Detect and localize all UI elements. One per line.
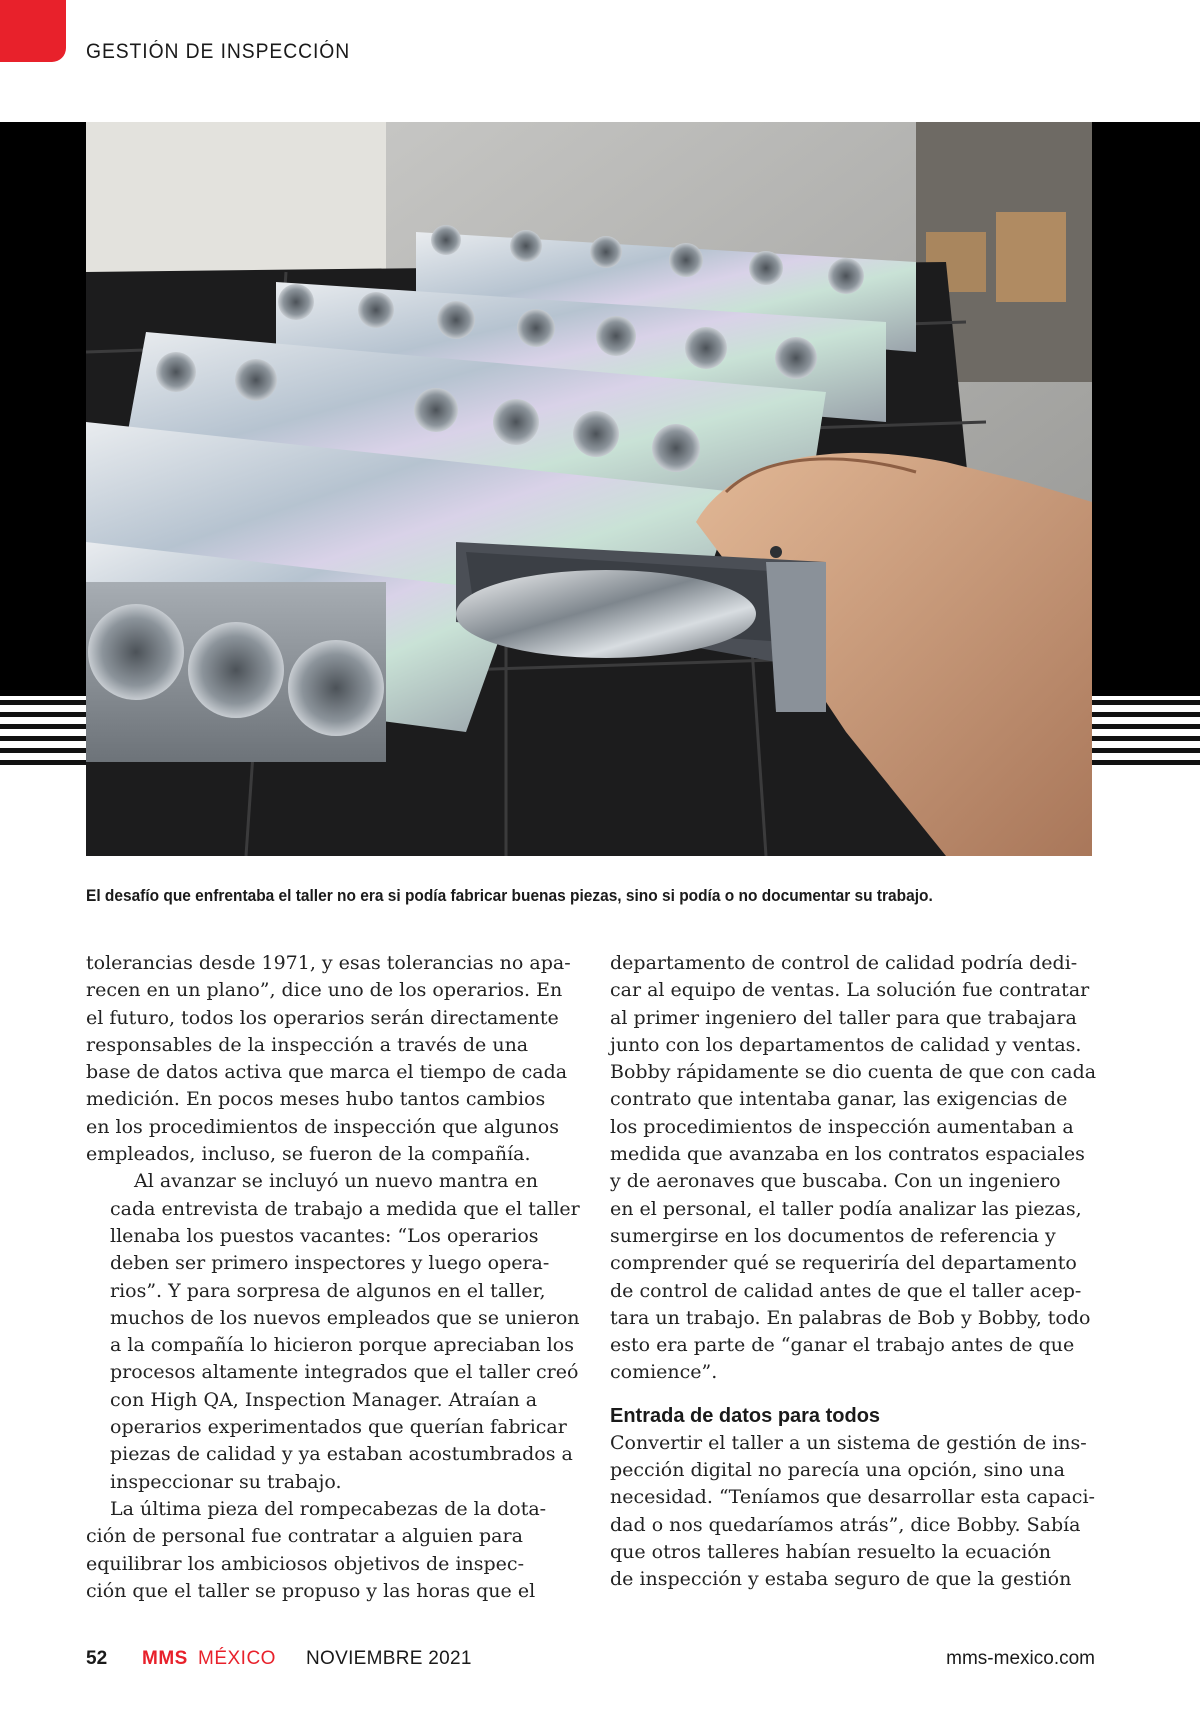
- text-line: esto era parte de “ganar el trabajo antes de que: [610, 1334, 1075, 1357]
- text-line: de control de calidad antes de que el taller acep-: [610, 1279, 1082, 1302]
- text-line: ción de personal fue contratar a alguien para: [86, 1525, 523, 1548]
- text-line: departamento de control de calidad podría dedi-: [610, 952, 1078, 974]
- text-line: y de aeronaves que buscaba. Con un ingeniero: [610, 1170, 1061, 1193]
- text-line: tolerancias desde 1971, y esas tolerancias no apa-: [86, 952, 571, 974]
- text-line: Bobby rápidamente se dio cuenta de que con cada: [610, 1061, 1097, 1084]
- text-line: llenaba los puestos vacantes: “Los operarios: [110, 1224, 539, 1247]
- text-line: inspeccionar su trabajo.: [110, 1470, 342, 1493]
- text-line: responsables de la inspección a través de una: [86, 1033, 529, 1056]
- text-line: en los procedimientos de inspección que algunos: [86, 1115, 559, 1138]
- article-photo: [86, 122, 1092, 856]
- decorative-stripes-left: [0, 700, 86, 772]
- photo-caption: El desafío que enfrentaba el taller no era si podía fabricar buenas piezas, sino si podía o no documentar su trabajo.: [86, 886, 933, 905]
- text-line: comprender qué se requeriría del departamento: [610, 1252, 1077, 1275]
- text-line: contrato que intentaba ganar, las exigencias de: [610, 1088, 1068, 1111]
- magazine-brand: MMS: [142, 1648, 188, 1669]
- text-line: al primer ingeniero del taller para que trabajara: [610, 1006, 1077, 1029]
- article-column-left: [86, 950, 591, 1605]
- text-line: que otros talleres habían resuelto la ecuación: [610, 1540, 1051, 1563]
- text-line: pección digital no parecía una opción, sino una: [610, 1459, 1065, 1482]
- text-line: sumergirse en los documentos de referencia y: [610, 1224, 1056, 1247]
- magazine-brand-region: MÉXICO: [198, 1648, 276, 1669]
- paragraph: [610, 1430, 1115, 1594]
- text-line: deben ser primero inspectores y luego opera-: [110, 1252, 550, 1275]
- text-line: Al avanzar se incluyó un nuevo mantra en: [134, 1170, 539, 1193]
- text-line: equilibrar los ambiciosos objetivos de inspec-: [86, 1552, 524, 1575]
- text-line: con High QA, Inspection Manager. Atraían a: [110, 1388, 538, 1411]
- text-line: junto con los departamentos de calidad y ventas.: [610, 1033, 1082, 1056]
- text-line: de inspección y estaba seguro de que la gestión: [610, 1568, 1072, 1591]
- text-line: procesos altamente integrados que el taller creó: [110, 1361, 579, 1384]
- text-line: los procedimientos de inspección aumentaban a: [610, 1115, 1074, 1138]
- text-line: tara un trabajo. En palabras de Bob y Bobby, todo: [610, 1306, 1091, 1329]
- page-footer: [86, 1648, 1095, 1678]
- section-subheading: Entrada de datos para todos: [610, 1404, 881, 1427]
- article-column-right: [610, 950, 1115, 1594]
- issue-date: NOVIEMBRE 2021: [306, 1648, 472, 1669]
- text-line: dad o nos quedaríamos atrás”, dice Bobby. Sabía: [610, 1513, 1081, 1536]
- paragraph: [86, 950, 591, 1168]
- text-line: rios”. Y para sorpresa de algunos en el taller,: [110, 1279, 546, 1302]
- text-line: cada entrevista de trabajo a medida que el taller: [110, 1197, 580, 1220]
- text-line: recen en un plano”, dice uno de los operarios. En: [86, 979, 563, 1002]
- decorative-stripes-right: [1092, 700, 1200, 772]
- text-line: Convertir el taller a un sistema de gestión de ins-: [610, 1431, 1087, 1454]
- text-line: ción que el taller se propuso y las horas que el: [86, 1579, 536, 1602]
- text-line: La última pieza del rompecabezas de la dota-: [110, 1497, 547, 1520]
- text-line: car al equipo de ventas. La solución fue contratar: [610, 979, 1090, 1002]
- text-line: base de datos activa que marca el tiempo de cada: [86, 1061, 568, 1084]
- website-link[interactable]: mms-mexico.com: [946, 1648, 1095, 1669]
- text-line: muchos de los nuevos empleados que se unieron: [110, 1306, 580, 1329]
- text-line: medición. En pocos meses hubo tantos cambios: [86, 1088, 546, 1111]
- text-line: empleados, incluso, se fueron de la compañía.: [86, 1143, 531, 1166]
- section-color-tab: [0, 0, 66, 62]
- machined-parts-photo: [86, 122, 1092, 856]
- text-line: operarios experimentados que querían fabricar: [110, 1416, 567, 1439]
- text-line: medida que avanzaba en los contratos espaciales: [610, 1143, 1085, 1166]
- text-line: a la compañía lo hicieron porque apreciaban los: [110, 1334, 574, 1357]
- paragraph: [86, 1496, 591, 1605]
- text-line: piezas de calidad y ya estaban acostumbrados a: [110, 1443, 573, 1466]
- text-line: necesidad. “Teníamos que desarrollar esta capaci-: [610, 1486, 1095, 1509]
- paragraph: [610, 950, 1115, 1387]
- text-line: en el personal, el taller podía analizar las piezas,: [610, 1197, 1082, 1220]
- section-label: GESTIÓN DE INSPECCIÓN: [86, 40, 351, 63]
- page-number: 52: [86, 1648, 108, 1669]
- text-line: el futuro, todos los operarios serán directamente: [86, 1006, 559, 1029]
- paragraph: [86, 1168, 591, 1496]
- text-line: comience”.: [610, 1361, 718, 1384]
